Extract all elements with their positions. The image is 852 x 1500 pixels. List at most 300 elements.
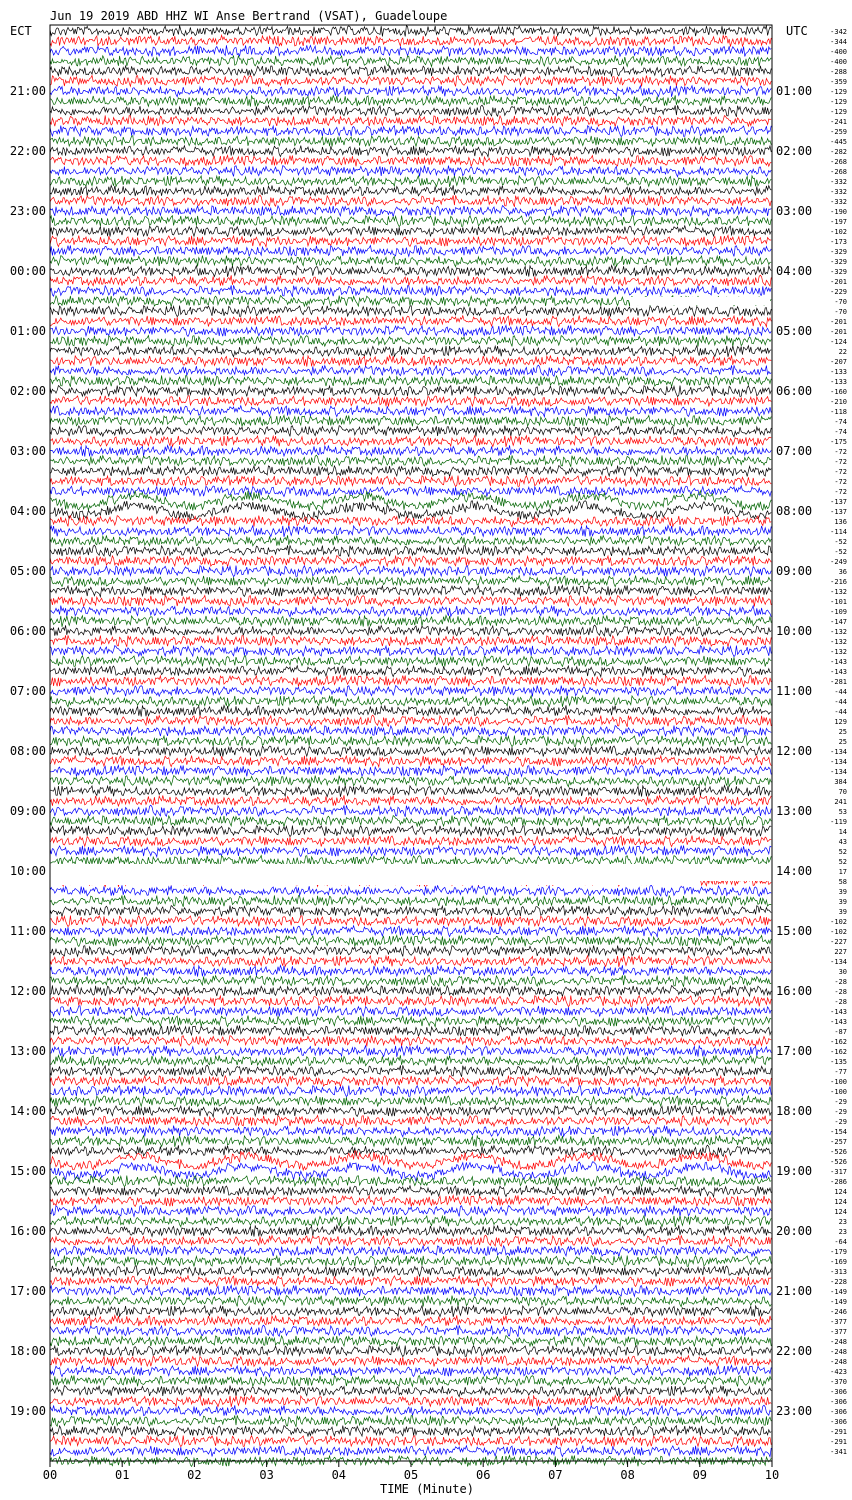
- trace-offset-label: -133: [830, 378, 847, 386]
- seismic-trace: [50, 275, 771, 286]
- trace-offset-label: -306: [830, 1408, 847, 1416]
- seismic-trace: [50, 895, 771, 907]
- left-time-label: 09:00: [9, 804, 46, 818]
- seismic-trace: [50, 1356, 771, 1367]
- trace-offset-label: -400: [830, 48, 847, 56]
- right-time-label: 09:00: [776, 564, 813, 578]
- seismic-trace: [50, 635, 771, 647]
- seismic-trace: [50, 1325, 771, 1337]
- right-time-label: 15:00: [776, 924, 813, 938]
- seismic-trace: [50, 415, 771, 426]
- right-time-label: 20:00: [776, 1224, 813, 1238]
- seismic-trace: [50, 1395, 771, 1406]
- data-gap: [50, 879, 700, 885]
- trace-offset-label: -132: [830, 638, 847, 646]
- x-tick-label: 00: [42, 1468, 58, 1482]
- trace-offset-label: -72: [834, 478, 847, 486]
- trace-offset-label: -291: [830, 1428, 847, 1436]
- trace-offset-label: -329: [830, 248, 847, 256]
- seismic-trace: [50, 346, 771, 357]
- trace-offset-label: -306: [830, 1398, 847, 1406]
- seismic-trace: [50, 1245, 771, 1256]
- trace-offset-label: -329: [830, 268, 847, 276]
- trace-offset-label: -134: [830, 768, 847, 776]
- seismic-trace: [50, 1296, 771, 1307]
- seismic-trace: [50, 1126, 771, 1137]
- seismic-trace: [50, 1006, 771, 1017]
- trace-offset-label: -332: [830, 188, 847, 196]
- trace-offset-label: -210: [830, 398, 847, 406]
- trace-offset-label: -118: [830, 408, 847, 416]
- trace-offset-label: -342: [830, 28, 847, 36]
- seismic-trace: [50, 646, 771, 657]
- x-tick-label: 01: [114, 1468, 130, 1482]
- trace-offset-label: -44: [834, 688, 847, 696]
- trace-offset-label: -52: [834, 548, 847, 556]
- trace-offset-label: -77: [834, 1068, 847, 1076]
- seismic-trace: [50, 746, 771, 757]
- trace-offset-label: -129: [830, 88, 847, 96]
- right-time-label: 13:00: [776, 804, 813, 818]
- trace-offset-label: -201: [830, 318, 847, 326]
- left-time-label: 19:00: [9, 1404, 46, 1418]
- trace-offset-label: -173: [830, 238, 847, 246]
- trace-offset-label: -137: [830, 508, 847, 516]
- seismic-trace: [50, 1105, 771, 1116]
- seismic-trace: [50, 195, 771, 207]
- x-tick-label: 09: [692, 1468, 708, 1482]
- seismic-trace: [50, 686, 771, 697]
- seismic-trace: [50, 1151, 771, 1170]
- seismic-trace: [50, 1116, 771, 1127]
- seismic-trace: [50, 176, 771, 187]
- trace-offset-label: -179: [830, 1248, 847, 1256]
- seismic-trace: [50, 1436, 771, 1447]
- seismic-trace: [50, 126, 771, 137]
- left-time-label: 12:00: [9, 984, 46, 998]
- trace-offset-label: -207: [830, 358, 847, 366]
- left-time-label: 14:00: [9, 1104, 46, 1118]
- trace-offset-label: -28: [834, 978, 847, 986]
- trace-offset-label: -133: [830, 368, 847, 376]
- trace-offset-label: -129: [830, 98, 847, 106]
- trace-offset-label: -526: [830, 1158, 847, 1166]
- chart-title: Jun 19 2019 ABD HHZ WI Anse Bertrand (VSAT), Guadeloupe: [50, 9, 448, 23]
- seismic-trace: [50, 996, 771, 1007]
- trace-offset-label: -29: [834, 1098, 847, 1106]
- seismic-trace: [50, 406, 771, 417]
- seismic-trace: [50, 375, 771, 386]
- trace-offset-label: 70: [838, 788, 847, 796]
- seismic-trace: [50, 86, 771, 97]
- trace-offset-label: 52: [838, 858, 847, 866]
- trace-offset-label: -134: [830, 958, 847, 966]
- trace-offset-label: -288: [830, 68, 847, 76]
- trace-offset-label: -70: [834, 308, 847, 316]
- seismic-trace: [50, 455, 771, 467]
- trace-offset-label: -306: [830, 1418, 847, 1426]
- right-time-label: 11:00: [776, 684, 813, 698]
- trace-offset-label: -114: [830, 528, 847, 536]
- right-time-label: 08:00: [776, 504, 813, 518]
- trace-offset-label: -132: [830, 588, 847, 596]
- trace-offset-label: -162: [830, 1038, 847, 1046]
- trace-offset-label: -268: [830, 158, 847, 166]
- seismic-trace: [50, 666, 771, 677]
- seismic-trace: [50, 445, 771, 456]
- left-time-label: 11:00: [9, 924, 46, 938]
- seismic-trace: [50, 675, 771, 686]
- seismic-trace: [50, 1145, 771, 1156]
- seismic-trace: [50, 935, 771, 946]
- trace-offset-label: -132: [830, 648, 847, 656]
- seismic-trace: [50, 355, 771, 366]
- seismic-trace: [50, 1065, 771, 1077]
- trace-offset-label: -248: [830, 1338, 847, 1346]
- trace-offset-label: -332: [830, 178, 847, 186]
- right-time-label: 04:00: [776, 264, 813, 278]
- trace-offset-label: 30: [838, 968, 847, 976]
- trace-offset-label: -154: [830, 1128, 847, 1136]
- seismic-trace: [50, 35, 771, 46]
- seismic-trace: [50, 606, 771, 617]
- trace-offset-label: -175: [830, 438, 847, 446]
- seismic-trace: [50, 1025, 771, 1036]
- trace-offset-label: -87: [834, 1028, 847, 1036]
- trace-offset-label: -169: [830, 1258, 847, 1266]
- seismic-trace: [50, 136, 771, 147]
- trace-offset-label: 36: [838, 568, 847, 576]
- seismic-trace: [50, 545, 771, 557]
- seismic-trace: [50, 826, 771, 837]
- seismic-trace: [50, 785, 771, 796]
- trace-offset-label: -377: [830, 1328, 847, 1336]
- left-time-label: 10:00: [9, 864, 46, 878]
- trace-offset-label: -29: [834, 1118, 847, 1126]
- seismic-trace: [50, 1336, 771, 1347]
- trace-offset-label: -160: [830, 388, 847, 396]
- trace-offset-label: 23: [838, 1228, 847, 1236]
- seismic-trace: [50, 705, 771, 716]
- trace-offset-label: -100: [830, 1078, 847, 1086]
- trace-offset-label: 43: [838, 838, 847, 846]
- left-time-label: 03:00: [9, 444, 46, 458]
- right-time-label: 06:00: [776, 384, 813, 398]
- trace-offset-label: -52: [834, 538, 847, 546]
- left-time-label: 22:00: [9, 144, 46, 158]
- seismic-trace: [50, 206, 771, 217]
- seismic-trace: [50, 576, 771, 587]
- trace-offset-label: -282: [830, 148, 847, 156]
- trace-offset-label: -143: [830, 668, 847, 676]
- trace-offset-label: -291: [830, 1438, 847, 1446]
- trace-offset-label: -341: [830, 1448, 847, 1456]
- seismic-trace: [50, 1426, 771, 1437]
- trace-offset-label: -201: [830, 328, 847, 336]
- trace-offset-label: -101: [830, 598, 847, 606]
- left-time-label: 00:00: [9, 264, 46, 278]
- trace-offset-label: 23: [838, 1218, 847, 1226]
- seismic-trace: [50, 1315, 771, 1326]
- x-tick-label: 02: [187, 1468, 202, 1482]
- seismic-trace: [50, 45, 771, 56]
- seismic-trace: [50, 585, 771, 596]
- trace-offset-label: 39: [838, 898, 847, 906]
- seismic-trace: [50, 1365, 771, 1376]
- right-time-label: 10:00: [776, 624, 813, 638]
- right-time-label: 02:00: [776, 144, 813, 158]
- right-time-label: 17:00: [776, 1044, 813, 1058]
- seismic-trace: [50, 1216, 771, 1227]
- trace-offset-label: 39: [838, 888, 847, 896]
- trace-offset-label: -28: [834, 998, 847, 1006]
- trace-offset-label: -370: [830, 1378, 847, 1386]
- trace-offset-label: -129: [830, 108, 847, 116]
- left-time-label: 06:00: [9, 624, 46, 638]
- trace-offset-label: 129: [834, 718, 847, 726]
- seismic-trace: [50, 625, 771, 636]
- seismic-trace: [50, 105, 771, 117]
- seismic-trace: [50, 556, 771, 567]
- seismic-trace: [50, 265, 771, 276]
- left-time-label: 18:00: [9, 1344, 46, 1358]
- seismic-trace: [50, 285, 771, 297]
- left-time-label: 01:00: [9, 324, 46, 338]
- seismic-trace: [50, 306, 771, 317]
- trace-offset-label: 53: [838, 808, 847, 816]
- right-time-label: 14:00: [776, 864, 813, 878]
- right-time-label: 05:00: [776, 324, 813, 338]
- seismic-trace: [50, 1405, 771, 1416]
- trace-offset-label: 136: [834, 518, 847, 526]
- seismic-trace: [50, 1256, 771, 1267]
- trace-offset-label: -259: [830, 128, 847, 136]
- right-time-label: 21:00: [776, 1284, 813, 1298]
- seismic-trace: [50, 696, 771, 707]
- seismic-trace: [50, 1285, 771, 1296]
- seismic-trace: [50, 1376, 771, 1387]
- x-tick-label: 07: [548, 1468, 563, 1482]
- trace-offset-label: -197: [830, 218, 847, 226]
- seismic-trace: [50, 916, 771, 927]
- right-time-label: 23:00: [776, 1404, 813, 1418]
- seismic-trace: [50, 1046, 771, 1057]
- trace-offset-label: -147: [830, 618, 847, 626]
- seismic-trace: [50, 946, 771, 957]
- seismic-trace: [50, 365, 771, 376]
- x-axis-label: TIME (Minute): [380, 1482, 474, 1496]
- trace-offset-label: -246: [830, 1308, 847, 1316]
- seismic-trace: [50, 185, 771, 196]
- trace-offset-label: -359: [830, 78, 847, 86]
- seismic-trace: [50, 1076, 771, 1087]
- seismic-trace: [50, 1086, 771, 1097]
- seismic-trace: [50, 1036, 771, 1047]
- trace-offset-label: -102: [830, 228, 847, 236]
- trace-offset-label: -74: [834, 418, 847, 426]
- trace-offset-label: -134: [830, 748, 847, 756]
- left-time-label: 02:00: [9, 384, 46, 398]
- seismic-trace: [50, 956, 771, 967]
- trace-offset-label: -109: [830, 608, 847, 616]
- right-time-label: 01:00: [776, 84, 813, 98]
- seismic-trace: [50, 885, 771, 896]
- seismic-trace: [50, 795, 771, 806]
- seismic-trace: [50, 1195, 771, 1206]
- trace-offset-label: -44: [834, 708, 847, 716]
- left-timezone-label: ECT: [10, 24, 32, 38]
- trace-offset-label: -143: [830, 1008, 847, 1016]
- left-time-label: 04:00: [9, 504, 46, 518]
- seismic-trace: [50, 115, 771, 126]
- trace-offset-label: -162: [830, 1048, 847, 1056]
- data-gap: [630, 297, 770, 305]
- seismic-trace: [50, 926, 771, 937]
- seismic-trace: [50, 1306, 771, 1317]
- trace-offset-label: -100: [830, 1088, 847, 1096]
- seismic-trace: [50, 736, 771, 747]
- trace-offset-label: -377: [830, 1318, 847, 1326]
- trace-offset-label: -249: [830, 558, 847, 566]
- trace-offset-label: -124: [830, 338, 847, 346]
- trace-offset-label: -119: [830, 818, 847, 826]
- trace-offset-label: 25: [838, 738, 847, 746]
- trace-offset-label: -268: [830, 168, 847, 176]
- trace-offset-label: 52: [838, 848, 847, 856]
- trace-offset-label: -64: [834, 1238, 847, 1246]
- x-tick-label: 05: [403, 1468, 419, 1482]
- trace-offset-label: -227: [830, 938, 847, 946]
- x-tick-label: 10: [764, 1468, 780, 1482]
- right-time-label: 12:00: [776, 744, 813, 758]
- seismic-trace: [50, 486, 771, 497]
- seismic-trace: [50, 146, 771, 157]
- seismic-trace: [50, 1346, 771, 1357]
- trace-offset-label: -229: [830, 288, 847, 296]
- trace-offset-label: 124: [834, 1208, 847, 1216]
- trace-offset-label: -102: [830, 928, 847, 936]
- x-tick-label: 04: [331, 1468, 347, 1482]
- left-time-label: 21:00: [9, 84, 46, 98]
- seismic-trace: [50, 965, 771, 976]
- right-time-label: 07:00: [776, 444, 813, 458]
- x-tick-label: 06: [475, 1468, 491, 1482]
- trace-offset-label: -70: [834, 298, 847, 306]
- right-time-label: 22:00: [776, 1344, 813, 1358]
- seismic-trace: [50, 1276, 771, 1287]
- seismic-trace: [50, 466, 771, 477]
- trace-offset-label: 58: [838, 878, 847, 886]
- seismic-trace: [50, 1235, 771, 1247]
- trace-offset-label: 227: [834, 948, 847, 956]
- seismic-trace: [50, 76, 771, 87]
- seismic-trace: [50, 1206, 771, 1217]
- trace-offset-label: -526: [830, 1148, 847, 1156]
- trace-offset-label: -72: [834, 468, 847, 476]
- trace-offset-label: -201: [830, 278, 847, 286]
- seismic-trace: [50, 1386, 771, 1397]
- seismic-trace: [50, 566, 771, 577]
- trace-offset-label: 384: [834, 778, 847, 786]
- seismic-trace: [50, 1055, 771, 1066]
- seismic-trace: [50, 476, 771, 487]
- trace-offset-label: -423: [830, 1368, 847, 1376]
- trace-group: [50, 26, 771, 1467]
- seismic-trace: [50, 166, 771, 177]
- trace-offset-label: 14: [838, 828, 847, 836]
- trace-offset-label: -72: [834, 488, 847, 496]
- seismic-trace: [50, 396, 771, 407]
- seismic-trace: [50, 246, 771, 257]
- trace-offset-label: -257: [830, 1138, 847, 1146]
- trace-offset-label: -143: [830, 658, 847, 666]
- right-time-label: 19:00: [776, 1164, 813, 1178]
- seismic-trace: [50, 1415, 771, 1427]
- x-tick-label: 03: [259, 1468, 274, 1482]
- seismic-trace: [50, 816, 771, 827]
- seismic-trace: [50, 715, 771, 727]
- trace-offset-label: -332: [830, 198, 847, 206]
- seismic-trace: [50, 836, 771, 847]
- trace-offset-label: -400: [830, 58, 847, 66]
- seismic-trace: [50, 436, 771, 447]
- left-time-label: 13:00: [9, 1044, 46, 1058]
- seismic-trace: [50, 386, 771, 397]
- trace-offset-label: -344: [830, 38, 847, 46]
- trace-offset-label: 124: [834, 1198, 847, 1206]
- seismic-trace: [50, 316, 771, 327]
- left-time-label: 07:00: [9, 684, 46, 698]
- seismic-trace: [50, 1266, 771, 1277]
- seismic-trace: [50, 656, 771, 667]
- trace-offset-label: 124: [834, 1188, 847, 1196]
- seismic-trace: [50, 1225, 771, 1236]
- trace-offset-label: -44: [834, 698, 847, 706]
- trace-offset-label: -313: [830, 1268, 847, 1276]
- trace-offset-label: -306: [830, 1388, 847, 1396]
- trace-offset-label: -241: [830, 118, 847, 126]
- seismic-trace: [50, 596, 771, 607]
- left-time-label: 23:00: [9, 204, 46, 218]
- trace-offset-label: -190: [830, 208, 847, 216]
- right-timezone-label: UTC: [786, 24, 808, 38]
- trace-offset-label: -72: [834, 448, 847, 456]
- right-time-label: 16:00: [776, 984, 813, 998]
- left-time-label: 17:00: [9, 1284, 46, 1298]
- seismic-trace: [50, 426, 771, 437]
- trace-offset-label: 22: [838, 348, 847, 356]
- trace-offset-label: -102: [830, 918, 847, 926]
- seismic-trace: [50, 1176, 771, 1187]
- trace-offset-label: -286: [830, 1178, 847, 1186]
- trace-offset-label: -72: [834, 458, 847, 466]
- seismic-trace: [50, 1186, 771, 1197]
- seismic-trace: [50, 256, 771, 267]
- trace-offset-label: -329: [830, 258, 847, 266]
- seismic-trace: [50, 776, 771, 787]
- right-time-label: 03:00: [776, 204, 813, 218]
- trace-offset-label: -228: [830, 1278, 847, 1286]
- trace-offset-label: -135: [830, 1058, 847, 1066]
- trace-offset-label: -248: [830, 1348, 847, 1356]
- trace-offset-label: -317: [830, 1168, 847, 1176]
- trace-offset-label: -132: [830, 628, 847, 636]
- trace-offset-label: -149: [830, 1288, 847, 1296]
- seismic-trace: [50, 325, 771, 336]
- seismic-trace: [50, 1446, 771, 1457]
- data-gap: [50, 864, 772, 881]
- seismic-trace: [50, 66, 771, 77]
